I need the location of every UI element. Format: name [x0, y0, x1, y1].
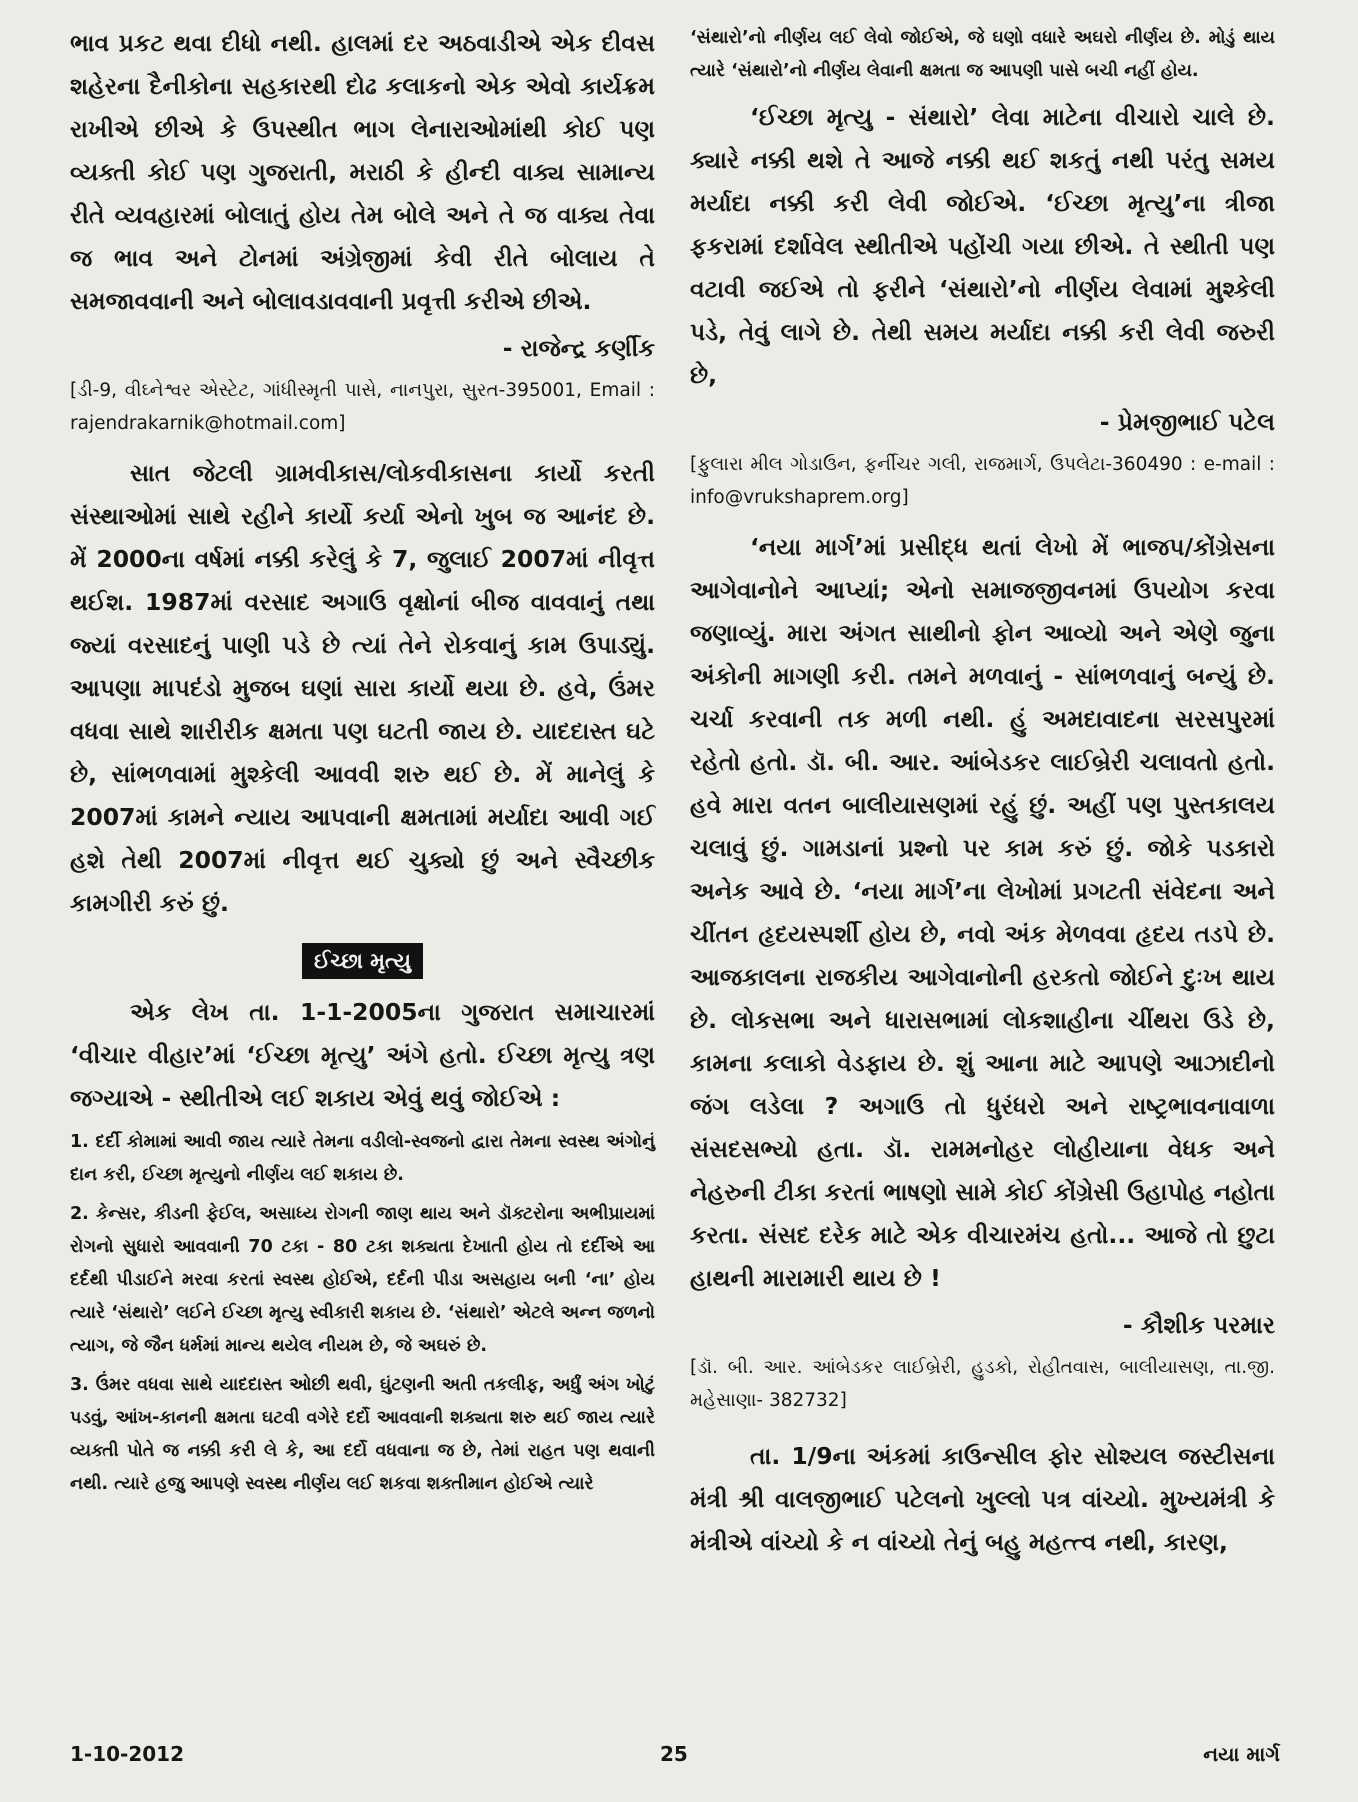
- right-column: [690, 22, 1275, 1564]
- signature: - રાજેન્દ્ર કર્ણીક: [502, 334, 655, 362]
- paragraph: તા. 1/9ના અંકમાં કાઉન્સીલ ફોર સોશ્યલ જસ્ટીસના મંત્રી શ્રી વાલજીભાઈ પટેલનો ખુલ્લો પત્ર વાંચ્યો. મુખ્યમંત્રી કે મંત્રીએ વાંચ્યો કે ન વાંચ્યો તેનું બહુ મહત્ત્વ નથી, કારણ,: [690, 1442, 1275, 1556]
- paragraph: એક લેખ તા. 1-1-2005ના ગુજરાત સમાચારમાં ‘વીચાર વીહાર’માં ‘ઈચ્છા મૃત્યુ’ અંગે હતો. ઈચ્છા મૃત્યુ ત્રણ જગ્યાએ - સ્થીતીએ લઈ શકાય એવું થવું જોઈએ :: [70, 998, 655, 1112]
- paragraph: ‘સંથારો’નો નીર્ણય લઈ લેવો જોઈએ, જે ઘણો વધારે અઘરો નીર્ણય છે. મોડું થાય ત્યારે ‘સંથારો’નો નીર્ણય લેવાની ક્ષમતા જ આપણી પાસે બચી નહીં હોય.: [690, 28, 1275, 81]
- list-item: 3. ઉંમર વધવા સાથે યાદદાસ્ત ઓછી થવી, ઘુંટણની અતી તકલીફ, અર્ધું અંગ ખોટું પડવું, આંખ-કાનની ક્ષમતા ઘટવી વગેરે દર્દો આવવાની શક્યતા શરુ થઈ જાય ત્યારે વ્યક્તી પોતે જ નક્કી કરી લે કે, આ દર્દો વધવાના જ છે, તેમાં રાહત પણ થવાની નથી. ત્યારે હજુ આપણે સ્વસ્થ નીર્ણય લઈ શકવા શક્તીમાન હોઈએ ત્યારે: [70, 1375, 655, 1494]
- signature: - કૌશીક પરમાર: [1122, 1311, 1275, 1339]
- address: [ડી-9, વીઘ્નેશ્વર એસ્ટેટ, ગાંધીસ્મૃતી પાસે, નાનપુરા, સુરત-395001, Email : rajendrakarnik@hotmail.com]: [70, 380, 655, 434]
- section-heading: ઈચ્છા મૃત્યુ: [302, 943, 423, 979]
- left-column: [70, 22, 655, 1501]
- signature: - પ્રેમજીભાઈ પટેલ: [1099, 408, 1275, 436]
- paragraph: સાત જેટલી ગ્રામવીકાસ/લોકવીકાસના કાર્યો કરતી સંસ્થાઓમાં સાથે રહીને કાર્યો કર્યા એનો ખુબ જ આનંદ છે. મેં 2000ના વર્ષમાં નક્કી કરેલું કે 7, જુલાઈ 2007માં નીવૃત્ત થઈશ. 1987માં વરસાદ અગાઉ વૃક્ષોનાં બીજ વાવવાનું તથા જ્યાં વરસાદનું પાણી પડે છે ત્યાં તેને રોકવાનું કામ ઉપાડ્યું. આપણા માપદંડો મુજબ ઘણાં સારા કાર્યો થયા છે. હવે, ઉંમર વધવા સાથે શારીરીક ક્ષમતા પણ ઘટતી જાય છે. યાદદાસ્ત ઘટે છે, સાંભળવામાં મુશ્કેલી આવવી શરુ થઈ છે. મેં માનેલું કે 2007માં કામને ન્યાય આપવાની ક્ષમતામાં મર્યાદા આવી ગઈ હશે તેથી 2007માં નીવૃત્ત થઈ ચુક્યો છું અને સ્વૈચ્છીક કામગીરી કરું છું.: [70, 459, 655, 917]
- paragraph: ‘ઈચ્છા મૃત્યુ - સંથારો’ લેવા માટેના વીચારો ચાલે છે. ક્યારે નક્કી થશે તે આજે નક્કી થઈ શકતું નથી પરંતુ સમય મર્યાદા નક્કી કરી લેવી જોઈએ. ‘ઈચ્છા મૃત્યુ’ના ત્રીજા ફકરામાં દર્શાવેલ સ્થીતીએ પહોંચી ગયા છીએ. તે સ્થીતી પણ વટાવી જઈએ તો ફરીને ‘સંથારો’નો નીર્ણય લેવામાં મુશ્કેલી પડે, તેવું લાગે છે. તેથી સમય મર્યાદા નક્કી કરી લેવી જરુરી છે,: [690, 103, 1275, 389]
- address: [ફુલારા મીલ ગોડાઉન, ફર્નીચર ગલી, રાજમાર્ગ, ઉપલેટા-360490 : e-mail : info@vrukshaprem.org]: [690, 454, 1275, 508]
- list-item: 2. કેન્સર, કીડની ફેઈલ, અસાધ્ય રોગની જાણ થાય અને ડૉક્ટરોના અભીપ્રાયમાં રોગનો સુધારો આવવાની 70 ટકા - 80 ટકા શક્યતા દેખાતી હોય તો દર્દીએ આ દર્દથી પીડાઈને મરવા કરતાં સ્વસ્થ હોઈએ, દર્દની પીડા અસહાય બની ‘ના’ હોય ત્યારે ‘સંથારો’ લઈને ઈચ્છા મૃત્યુ સ્વીકારી શકાય છે. ‘સંથારો’ એટલે અન્ન જળનો ત્યાગ, જે જૈન ધર્મમાં માન્ય થયેલ નીયમ છે, જે અઘરું છે.: [70, 1204, 655, 1356]
- magazine-name: નયા માર્ગ: [1203, 1742, 1280, 1766]
- address: [ડૉ. બી. આર. આંબેડકર લાઈબ્રેરી, હુડકો, રોહીતવાસ, બાલીયાસણ, તા.જી. મહેસાણા- 382732]: [690, 1357, 1275, 1411]
- paragraph: ‘નયા માર્ગ’માં પ્રસીદ્ધ થતાં લેખો મેં ભાજપ/કોંગ્રેસના આગેવાનોને આપ્યાં; એનો સમાજજીવનમાં ઉપયોગ કરવા જણાવ્યું. મારા અંગત સાથીનો ફોન આવ્યો અને એણે જુના અંકોની માગણી કરી. તમને મળવાનું - સાંભળવાનું બન્યું છે. ચર્ચા કરવાની તક મળી નથી. હું અમદાવાદના સરસપુરમાં રહેતો હતો. ડૉ. બી. આર. આંબેડકર લાઈબ્રેરી ચલાવતો હતો. હવે મારા વતન બાલીયાસણમાં રહું છું. અહીં પણ પુસ્તકાલય ચલાવું છું. ગામડાનાં પ્રશ્નો પર કામ કરું છું. જોકે પડકારો અનેક આવે છે. ‘નયા માર્ગ’ના લેખોમાં પ્રગટતી સંવેદના અને ચીંતન હૃદયસ્પર્શી હોય છે, નવો અંક મેળવવા હૃદય તડપે છે. આજકાલના રાજકીય આગેવાનોની હરકતો જોઈને દુઃખ થાય છે. લોકસભા અને ધારાસભામાં લોકશાહીના ચીંથરા ઉડે છે, કામના કલાકો વેડફાય છે. શું આના માટે આપણે આઝાદીનો જંગ લડેલા ? અગાઉ તો ધુરંધરો અને રાષ્ટ્રભાવનાવાળા સંસદસભ્યો હતા. ડૉ. રામમનોહર લોહીયાના વેધક અને નેહરુની ટીકા કરતાં ભાષણો સામે કોઈ કોંગ્રેસી ઉહાપોહ નહોતા કરતા. સંસદ દરેક માટે એક વીચારમંચ હતો... આજે તો છુટા હાથની મારામારી થાય છે !: [690, 533, 1275, 1292]
- list-item: 1. દર્દી કોમામાં આવી જાય ત્યારે તેમના વડીલો-સ્વજનો દ્વારા તેમના સ્વસ્થ અંગોનું દાન કરી, ઈચ્છા મૃત્યુનો નીર્ણય લઈ શકાય છે.: [70, 1132, 655, 1185]
- issue-date: 1-10-2012: [70, 1742, 185, 1766]
- paragraph: ભાવ પ્રકટ થવા દીધો નથી. હાલમાં દર અઠવાડીએ એક દીવસ શહેરના દૈનીકોના સહકારથી દોઢ કલાકનો એક એવો કાર્યક્રમ રાખીએ છીએ કે ઉપસ્થીત ભાગ લેનારાઓમાંથી કોઈ પણ વ્યક્તી કોઈ પણ ગુજરાતી, મરાઠી કે હીન્દી વાક્ય સામાન્ય રીતે વ્યવહારમાં બોલાતું હોય તેમ બોલે અને તે જ વાક્ય તેવા જ ભાવ અને ટોનમાં અંગ્રેજીમાં કેવી રીતે બોલાય તે સમજાવવાની અને બોલાવડાવવાની પ્રવૃત્તી કરીએ છીએ.: [70, 29, 655, 315]
- page-number: 25: [660, 1742, 688, 1766]
